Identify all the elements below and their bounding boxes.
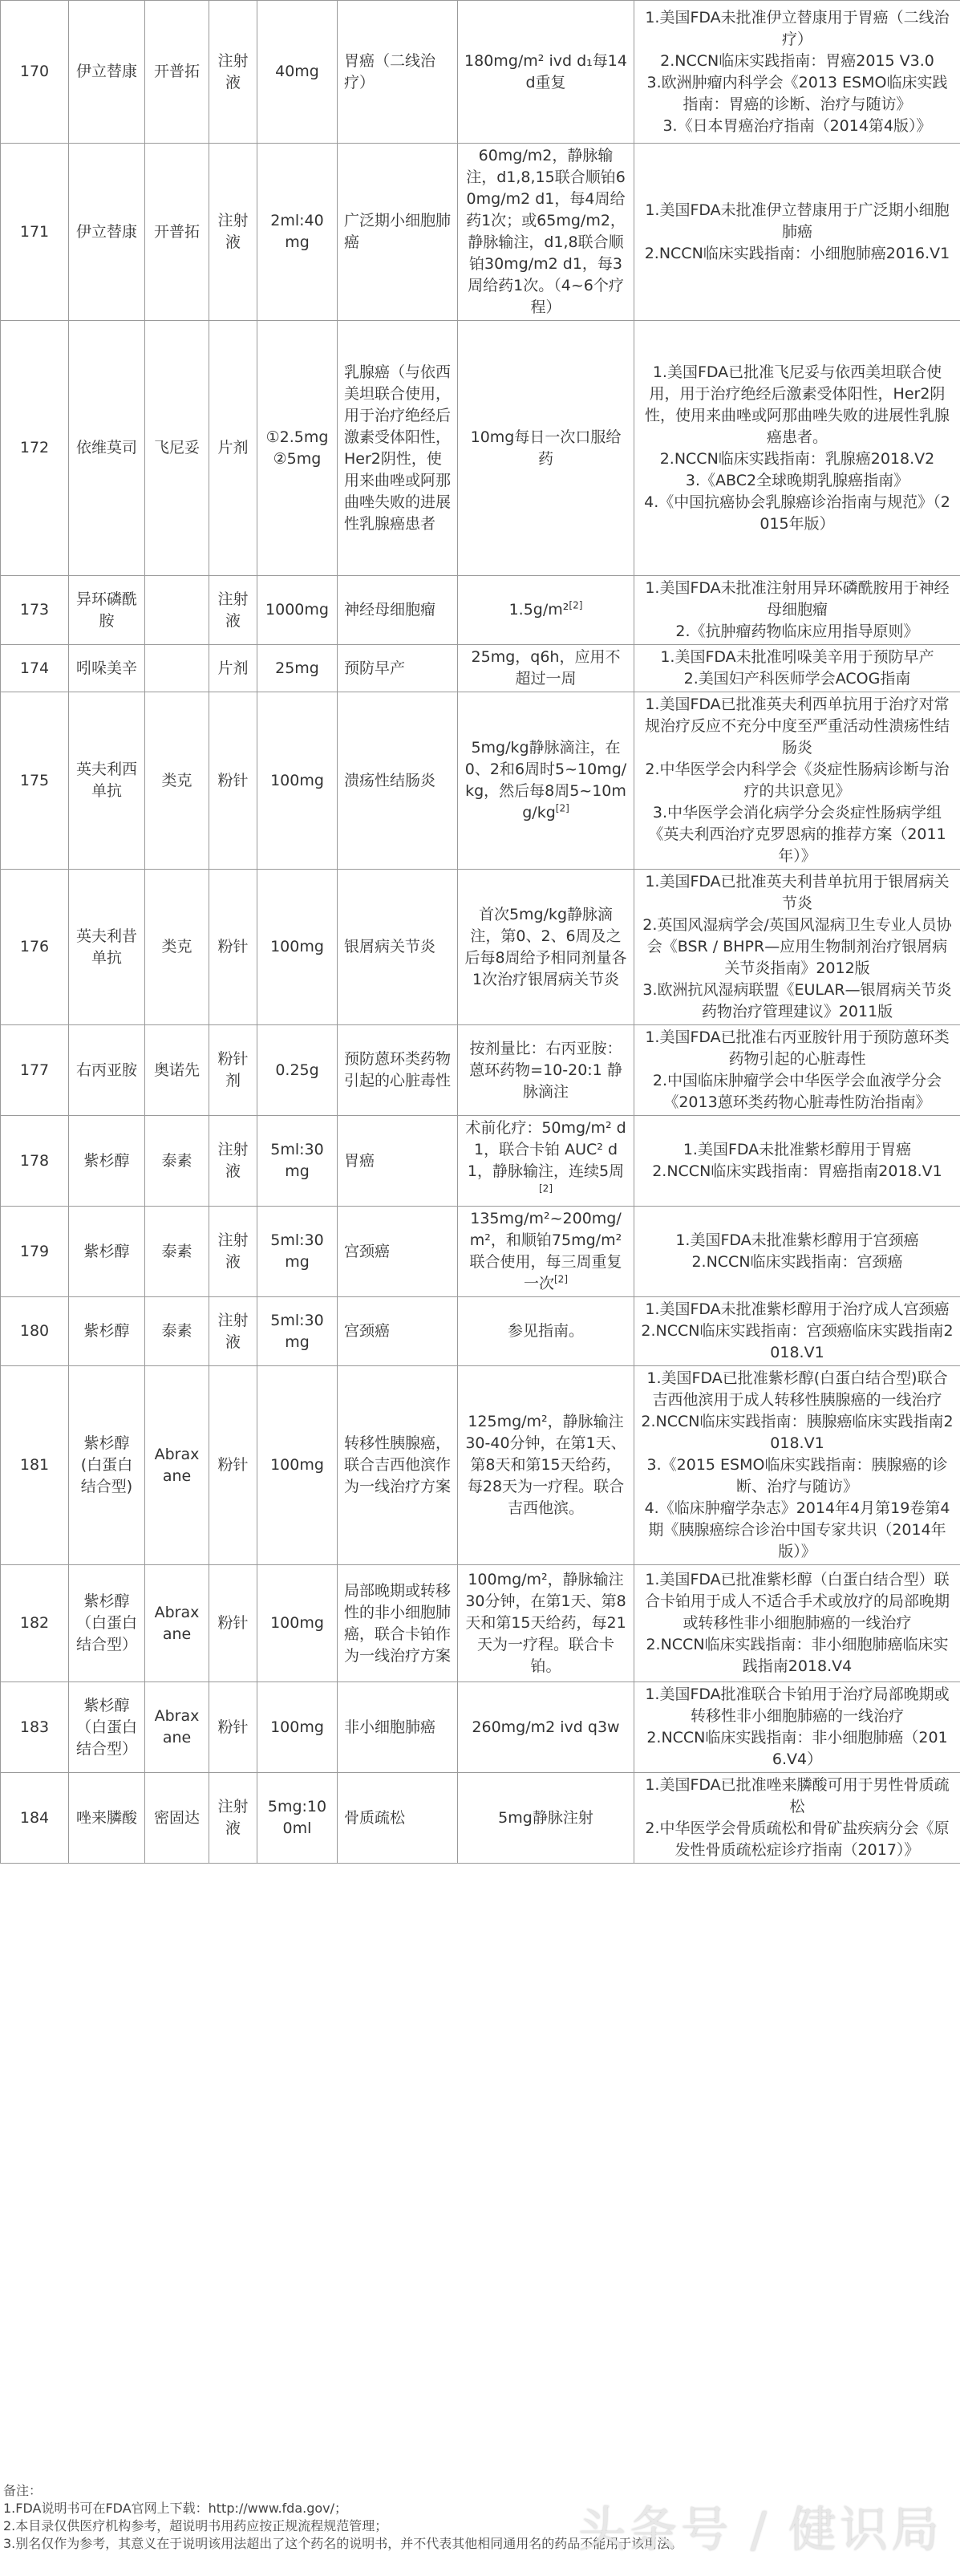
cell-references: 1.美国FDA已批准飞尼妥与依西美坦联合使用，用于治疗绝经后激素受体阳性，Her2阴性，使用来曲唑或阿那曲唑失败的进展性乳腺癌患者。 2.NCCN临床实践指南：乳腺癌2018.V2 3.《ABC2全球晚期乳腺癌指南》 4.《中国抗癌协会乳腺癌诊治指南与规范》（2015年版） xyxy=(634,321,960,576)
cell-drug-name: 异环磷酰胺 xyxy=(69,576,145,645)
table-row xyxy=(1,1025,960,1116)
cell-drug-name: 右丙亚胺 xyxy=(69,1025,145,1116)
cell-references: 1.美国FDA未批准紫杉醇用于胃癌 2.NCCN临床实践指南：胃癌指南2018.V1 xyxy=(634,1116,960,1207)
cell-references: 1.美国FDA已批准唑来膦酸可用于男性骨质疏松 2.中华医学会骨质疏松和骨矿盐疾病分会《原发性骨质疏松症诊疗指南（2017）》 xyxy=(634,1773,960,1864)
cell-dosage-form: 片剂 xyxy=(209,321,257,576)
cell-usage: 首次5mg/kg静脉滴注，第0、2、6周及之后每8周给予相同剂量各1次治疗银屑病关节炎 xyxy=(458,870,634,1025)
cell-drug-name: 伊立替康 xyxy=(69,144,145,321)
cell-number: 182 xyxy=(1,1565,69,1682)
cell-drug-name: 紫杉醇（白蛋白结合型） xyxy=(69,1682,145,1773)
cell-brand: 开普拓 xyxy=(145,144,209,321)
cell-specification: 100mg xyxy=(257,1366,338,1565)
cell-brand: 奥诺先 xyxy=(145,1025,209,1116)
cell-references: 1.美国FDA未批准伊立替康用于广泛期小细胞肺癌 2.NCCN临床实践指南：小细胞肺癌2016.V1 xyxy=(634,144,960,321)
cell-indication: 预防早产 xyxy=(338,645,458,692)
cell-drug-name: 吲哚美辛 xyxy=(69,645,145,692)
cell-references: 1.美国FDA未批准吲哚美辛用于预防早产 2.美国妇产科医师学会ACOG指南 xyxy=(634,645,960,692)
table-row xyxy=(1,1565,960,1682)
cell-specification: 5ml:30mg xyxy=(257,1207,338,1297)
cell-number: 179 xyxy=(1,1207,69,1297)
cell-number: 173 xyxy=(1,576,69,645)
cell-references: 1.美国FDA已批准英夫利昔单抗用于银屑病关节炎 2.英国风湿病学会/英国风湿病卫生专业人员协会《BSR / BHPR—应用生物制剂治疗银屑病关节炎指南》2012版 3.欧洲抗风湿病联盟《EULAR—银屑病关节炎药物治疗管理建议》2011版 xyxy=(634,870,960,1025)
cell-drug-name: 伊立替康 xyxy=(69,1,145,144)
cell-indication: 局部晚期或转移性的非小细胞肺癌，联合卡铂作为一线治疗方案 xyxy=(338,1565,458,1682)
cell-dosage-form: 注射液 xyxy=(209,1116,257,1207)
table-row xyxy=(1,1207,960,1297)
cell-indication: 溃疡性结肠炎 xyxy=(338,692,458,870)
cell-references: 1.美国FDA已批准右丙亚胺针用于预防蒽环类药物引起的心脏毒性 2.中国临床肿瘤学会中华医学会血液学分会《2013蒽环类药物心脏毒性防治指南》 xyxy=(634,1025,960,1116)
cell-references: 1.美国FDA已批准英夫利西单抗用于治疗对常规治疗反应不充分中度至严重活动性溃疡性结肠炎 2.中华医学会内科学会《炎症性肠病诊断与治疗的共识意见》 3.中华医学会消化病学分会炎症性肠病学组《英夫利西治疗克罗恩病的推荐方案（2011年）》 xyxy=(634,692,960,870)
table-row xyxy=(1,870,960,1025)
cell-dosage-form: 注射液 xyxy=(209,1207,257,1297)
cell-number: 180 xyxy=(1,1297,69,1366)
cell-specification: 25mg xyxy=(257,645,338,692)
cell-specification: 100mg xyxy=(257,1682,338,1773)
cell-references: 1.美国FDA未批准注射用异环磷酰胺用于神经母细胞瘤 2.《抗肿瘤药物临床应用指导原则》 xyxy=(634,576,960,645)
cell-indication: 非小细胞肺癌 xyxy=(338,1682,458,1773)
cell-brand: 密固达 xyxy=(145,1773,209,1864)
cell-dosage-form: 粉针 xyxy=(209,1565,257,1682)
cell-drug-name: 英夫利昔单抗 xyxy=(69,870,145,1025)
citation-marker: [2] xyxy=(539,1183,553,1195)
cell-dosage-form: 注射液 xyxy=(209,144,257,321)
cell-specification: 100mg xyxy=(257,1565,338,1682)
cell-references: 1.美国FDA未批准紫杉醇用于治疗成人宫颈癌 2.NCCN临床实践指南：宫颈癌临床实践指南2018.V1 xyxy=(634,1297,960,1366)
cell-drug-name: 紫杉醇 xyxy=(69,1116,145,1207)
table-row xyxy=(1,1682,960,1773)
cell-specification: 5mg:100ml xyxy=(257,1773,338,1864)
cell-specification: 5ml:30mg xyxy=(257,1116,338,1207)
cell-brand: 泰素 xyxy=(145,1297,209,1366)
cell-brand: 类克 xyxy=(145,692,209,870)
cell-dosage-form: 粉针剂 xyxy=(209,1025,257,1116)
cell-brand xyxy=(145,645,209,692)
table-row xyxy=(1,144,960,321)
table-row xyxy=(1,645,960,692)
cell-dosage-form: 注射液 xyxy=(209,1773,257,1864)
cell-usage: 1.5g/m²[2] xyxy=(458,576,634,645)
cell-usage: 25mg，q6h，应用不超过一周 xyxy=(458,645,634,692)
table-row xyxy=(1,321,960,576)
cell-drug-name: 紫杉醇(白蛋白结合型) xyxy=(69,1366,145,1565)
cell-dosage-form: 粉针 xyxy=(209,1366,257,1565)
cell-brand: 开普拓 xyxy=(145,1,209,144)
citation-marker: [2] xyxy=(554,1273,568,1285)
cell-dosage-form: 粉针 xyxy=(209,1682,257,1773)
table-row xyxy=(1,1,960,144)
cell-usage: 260mg/m2 ivd q3w xyxy=(458,1682,634,1773)
cell-indication: 宫颈癌 xyxy=(338,1297,458,1366)
cell-indication: 胃癌 xyxy=(338,1116,458,1207)
cell-references: 1.美国FDA未批准紫杉醇用于宫颈癌 2.NCCN临床实践指南：宫颈癌 xyxy=(634,1207,960,1297)
cell-brand: 泰素 xyxy=(145,1116,209,1207)
cell-usage: 60mg/m2，静脉输注，d1,8,15联合顺铂60mg/m2 d1，每4周给药1次；或65mg/m2，静脉输注，d1,8联合顺铂30mg/m2 d1，每3周给药1次。（4~6个疗程） xyxy=(458,144,634,321)
citation-marker: [2] xyxy=(555,802,569,814)
cell-specification: 40mg xyxy=(257,1,338,144)
cell-brand: Abraxane xyxy=(145,1366,209,1565)
cell-usage: 135mg/m²~200mg/m²，和顺铂75mg/m²联合使用，每三周重复一次[2] xyxy=(458,1207,634,1297)
cell-drug-name: 唑来膦酸 xyxy=(69,1773,145,1864)
cell-number: 176 xyxy=(1,870,69,1025)
cell-usage: 5mg/kg静脉滴注，在0、2和6周时5~10mg/kg，然后每8周5~10mg/kg[2] xyxy=(458,692,634,870)
citation-marker: [2] xyxy=(569,599,583,611)
cell-specification: 100mg xyxy=(257,692,338,870)
cell-drug-name: 紫杉醇 xyxy=(69,1207,145,1297)
cell-number: 184 xyxy=(1,1773,69,1864)
cell-drug-name: 紫杉醇 xyxy=(69,1297,145,1366)
cell-specification: 100mg xyxy=(257,870,338,1025)
cell-usage: 100mg/m²，静脉输注30分钟，在第1天、第8天和第15天给药，每21天为一疗程。联合卡铂。 xyxy=(458,1565,634,1682)
cell-usage: 参见指南。 xyxy=(458,1297,634,1366)
cell-specification: 5ml:30mg xyxy=(257,1297,338,1366)
cell-specification: ①2.5mg ②5mg xyxy=(257,321,338,576)
cell-brand: 泰素 xyxy=(145,1207,209,1297)
cell-dosage-form: 注射液 xyxy=(209,1,257,144)
cell-indication: 乳腺癌（与依西美坦联合使用，用于治疗绝经后激素受体阳性，Her2阴性，使用来曲唑或阿那曲唑失败的进展性乳腺癌患者 xyxy=(338,321,458,576)
cell-drug-name: 依维莫司 xyxy=(69,321,145,576)
cell-number: 171 xyxy=(1,144,69,321)
cell-indication: 银屑病关节炎 xyxy=(338,870,458,1025)
table-row xyxy=(1,1116,960,1207)
cell-specification: 1000mg xyxy=(257,576,338,645)
cell-dosage-form: 片剂 xyxy=(209,645,257,692)
cell-number: 177 xyxy=(1,1025,69,1116)
cell-number: 175 xyxy=(1,692,69,870)
cell-references: 1.美国FDA批准联合卡铂用于治疗局部晚期或转移性非小细胞肺癌的一线治疗 2.NCCN临床实践指南：非小细胞肺癌（2016.V4） xyxy=(634,1682,960,1773)
watermark: 头条号 / 健识局 xyxy=(577,2502,942,2558)
cell-indication: 胃癌（二线治疗） xyxy=(338,1,458,144)
cell-indication: 宫颈癌 xyxy=(338,1207,458,1297)
footnote-1: 1.FDA说明书可在FDA官网上下载：http://www.fda.gov/； xyxy=(3,2501,348,2516)
cell-references: 1.美国FDA已批准紫杉醇(白蛋白结合型)联合吉西他滨用于成人转移性胰腺癌的一线治疗 2.NCCN临床实践指南：胰腺癌临床实践指南2018.V1 3.《2015 ESMO临床实践指南：胰腺癌的诊断、治疗与随访》 4.《临床肿瘤学杂志》2014年4月第19卷第4期《胰腺癌综合诊治中国专家共识（2014年版）》 xyxy=(634,1366,960,1565)
cell-indication: 预防蒽环类药物引起的心脏毒性 xyxy=(338,1025,458,1116)
footnote-2: 2.本目录仅供医疗机构参考，超说明书用药应按正规流程规范管理； xyxy=(3,2518,388,2533)
cell-drug-name: 紫杉醇（白蛋白结合型） xyxy=(69,1565,145,1682)
table-row xyxy=(1,1297,960,1366)
cell-indication: 广泛期小细胞肺癌 xyxy=(338,144,458,321)
cell-dosage-form: 注射液 xyxy=(209,1297,257,1366)
cell-references: 1.美国FDA未批准伊立替康用于胃癌（二线治疗） 2.NCCN临床实践指南：胃癌2015 V3.0 3.欧洲肿瘤内科学会《2013 ESMO临床实践指南：胃癌的诊断、治疗与随访》 3.《日本胃癌治疗指南（2014第4版）》 xyxy=(634,1,960,144)
table-row xyxy=(1,576,960,645)
cell-brand: Abraxane xyxy=(145,1565,209,1682)
cell-usage: 180mg/m² ivd d₁每14d重复 xyxy=(458,1,634,144)
table-body xyxy=(1,1,960,1864)
cell-brand: Abraxane xyxy=(145,1682,209,1773)
cell-dosage-form: 注射液 xyxy=(209,576,257,645)
footnote-3: 3.别名仅作为参考，其意义在于说明该用法超出了这个药名的说明书，并不代表其他相同通用名的药品不能用于该用法。 xyxy=(3,2536,683,2551)
cell-number: 181 xyxy=(1,1366,69,1565)
cell-number: 183 xyxy=(1,1682,69,1773)
cell-usage: 术前化疗：50mg/m² d1，联合卡铂 AUC² d1，静脉输注，连续5周[2] xyxy=(458,1116,634,1207)
cell-references: 1.美国FDA已批准紫杉醇（白蛋白结合型）联合卡铂用于成人不适合手术或放疗的局部晚期或转移性非小细胞肺癌的一线治疗 2.NCCN临床实践指南：非小细胞肺癌临床实践指南2018.V4 xyxy=(634,1565,960,1682)
footnote-title: 备注： xyxy=(3,2483,43,2498)
cell-drug-name: 英夫利西单抗 xyxy=(69,692,145,870)
cell-indication: 骨质疏松 xyxy=(338,1773,458,1864)
cell-specification: 0.25g xyxy=(257,1025,338,1116)
cell-brand: 飞尼妥 xyxy=(145,321,209,576)
cell-number: 170 xyxy=(1,1,69,144)
cell-number: 172 xyxy=(1,321,69,576)
cell-usage: 5mg静脉注射 xyxy=(458,1773,634,1864)
cell-specification: 2ml:40mg xyxy=(257,144,338,321)
cell-number: 174 xyxy=(1,645,69,692)
cell-indication: 神经母细胞瘤 xyxy=(338,576,458,645)
table-row xyxy=(1,1773,960,1864)
cell-brand: 类克 xyxy=(145,870,209,1025)
cell-usage: 125mg/m²，静脉输注30-40分钟，在第1天、第8天和第15天给药，每28天为一疗程。联合吉西他滨。 xyxy=(458,1366,634,1565)
cell-usage: 10mg每日一次口服给药 xyxy=(458,321,634,576)
cell-usage: 按剂量比：右丙亚胺：蒽环药物=10-20:1 静脉滴注 xyxy=(458,1025,634,1116)
cell-dosage-form: 粉针 xyxy=(209,870,257,1025)
cell-brand xyxy=(145,576,209,645)
cell-number: 178 xyxy=(1,1116,69,1207)
table-row xyxy=(1,692,960,870)
cell-dosage-form: 粉针 xyxy=(209,692,257,870)
cell-indication: 转移性胰腺癌，联合吉西他滨作为一线治疗方案 xyxy=(338,1366,458,1565)
table-row xyxy=(1,1366,960,1565)
